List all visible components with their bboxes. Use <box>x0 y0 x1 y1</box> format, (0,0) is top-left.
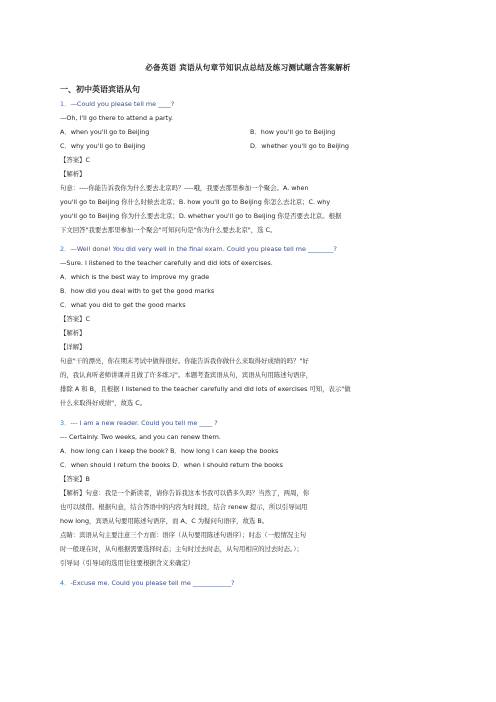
question-1-jiexi: 【解析】 <box>60 170 86 178</box>
question-1-option-d: D．whether you'll go to Beijing <box>250 142 349 150</box>
question-2-explain-line: 排除 A 和 B，且根据 I listened to the teacher carefully and did lots of exercises 可知，表示"做 <box>60 385 351 393</box>
question-number: 4． <box>60 579 71 587</box>
question-3-explain-line: 也可以续借。根据句意，结合答语中的内容为时间段，结合 renew 提示，所以引导词用 <box>60 503 308 511</box>
section-heading: 一、初中英语宾语从句 <box>60 85 140 94</box>
question-2-option-a: A．which is the best way to improve my grade <box>60 273 210 281</box>
question-2-explain-line: 的，我认真听老师讲课并且做了许多练习"。本题考查宾语从句，宾语从句用陈述句语序， <box>60 371 313 379</box>
question-2-explain-line: 句意"干的漂亮，你在期末考试中做得很好。你能告诉我你做什么来取得好成绩的吗？"好 <box>60 357 309 365</box>
question-1-option-b: B．how you'll go to Beijing <box>250 128 336 136</box>
question-1-explain-line: you'll go to Beijing 你什么时候去北京；B. how you'll go to Beijing 你怎么去北京；C. why <box>60 198 331 206</box>
page-title: 必备英语 宾语从句章节知识点总结及练习测试题含答案解析 <box>145 63 351 72</box>
question-2-jiexi: 【解析】 <box>60 329 86 337</box>
question-1-explain-line: 下文回答"我要去那里参加一个聚会"可知问句是"你为什么要去北京"，选 C。 <box>60 226 277 234</box>
question-1-reply: —Oh, I'll go there to attend a party. <box>60 114 174 122</box>
question-2-explain-line: 什么来取得好成绩"，故选 C。 <box>60 399 147 407</box>
question-2-xiangjie: 【详解】 <box>60 343 86 351</box>
question-text: —Could you please tell me ____? <box>70 100 175 108</box>
question-1-stem <box>60 100 174 109</box>
question-3-explain-line: 【解析】句意：我是一个新读者，请你告诉我这本书我可以借多久吗？当然了，两周，你 <box>60 489 310 497</box>
question-1-option-a: A．when you'll go to Beijing <box>60 128 150 136</box>
question-2-option-b: B．how did you deal with to get the good marks <box>60 287 215 295</box>
question-1-option-c: C．why you'll go to Beijing <box>60 142 146 150</box>
question-number: 2． <box>60 245 71 253</box>
question-1-explain-line: 句意：----你能告诉我你为什么要去北京吗？----哦，我要去那里参加一个聚会。A. when <box>60 184 309 192</box>
question-3-options-cd: C．when should I return the books D．when I should return the books <box>60 461 284 469</box>
question-3-options-ab: A．how long can I keep the book? B．how long I can keep the books <box>60 447 279 455</box>
question-text: --- I am a new reader. Could you tell me ____ ? <box>70 419 218 427</box>
question-text: —Well done! You did very well in the final exam. Could you please tell me ________? <box>70 245 337 253</box>
question-1-answer: 【答案】C <box>60 156 91 164</box>
question-3-explain-line: how long，宾语从句要用陈述句语序，而 A、C 为疑问句语序，故选 B。 <box>60 517 269 525</box>
question-2-answer: 【答案】C <box>60 315 91 323</box>
question-3-stem <box>60 419 218 428</box>
question-3-answer: 【答案】B <box>60 475 90 483</box>
question-3-explain-line: 时一般现在时，从句根据需要选择时态；主句时过去时态，从句用相应的过去时态。）； <box>60 545 303 553</box>
question-text: -Excuse me. Could you please tell me ____________? <box>70 579 235 587</box>
question-number: 1． <box>60 100 71 108</box>
question-2-reply: —Sure. I listened to the teacher carefully and did lots of exercises. <box>60 259 273 267</box>
question-4-stem <box>60 579 235 588</box>
question-1-explain-line: you'll go to Beijing 你为什么要去北京；D. whether you'll go to Beijing 你是否要去北京。根据 <box>60 212 342 220</box>
question-2-stem <box>60 245 337 254</box>
question-3-reply: --- Certainly. Two weeks, and you can renew them. <box>60 433 221 441</box>
question-3-explain-line: 引导词（引导词的选用往往要根据含义来确定） <box>60 559 195 567</box>
question-number: 3． <box>60 419 71 427</box>
question-2-option-c: C．what you did to get the good marks <box>60 301 186 309</box>
question-3-explain-line: 点睛：宾语从句主要注意三个方面：语序（从句要用陈述句语序）；时态（一般情况主句 <box>60 531 307 539</box>
